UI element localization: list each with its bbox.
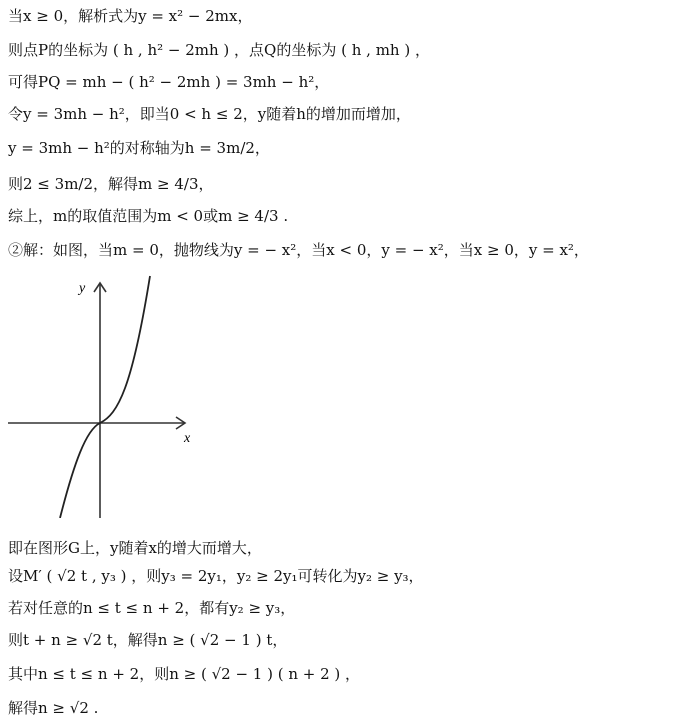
x-axis-label: x [184, 431, 191, 446]
text-line-2: 则点P的坐标为 ( h , h² − 2mh ) ，点Q的坐标为 ( h , mh ) ， [8, 41, 430, 59]
text-line-8: ②解：如图，当m = 0，抛物线为y = − x²，当x < 0，y = − x²，当x ≥ 0，y = x²， [8, 241, 589, 259]
text-line-7: 综上，m的取值范围为m < 0或m ≥ 4/3 . [8, 207, 289, 225]
text-line-4: 令y = 3mh − h²，即当0 < h ≤ 2，y随着h的增加而增加， [8, 105, 411, 123]
function-graph [8, 270, 200, 518]
text-line-9: 即在图形G上，y随着x的增大而增大， [8, 539, 262, 557]
piecewise-curve [60, 276, 150, 518]
text-line-11: 若对任意的n ≤ t ≤ n + 2，都有y₂ ≥ y₃， [8, 599, 296, 617]
text-line-1: 当x ≥ 0，解析式为y = x² − 2mx， [8, 7, 253, 25]
text-line-13: 其中n ≤ t ≤ n + 2，则n ≥ ( √2 − 1 ) ( n + 2 ) ， [8, 665, 361, 683]
text-line-6: 则2 ≤ 3m/2，解得m ≥ 4/3， [8, 175, 214, 193]
text-line-14: 解得n ≥ √2 . [8, 699, 99, 717]
y-axis-label: y [79, 281, 86, 296]
text-line-10: 设M′ ( √2 t , y₃ ) ，则y₃ = 2y₁，y₂ ≥ 2y₁可转化为y₂ ≥ y₃， [8, 567, 424, 585]
text-line-5: y = 3mh − h²的对称轴为h = 3m/2， [8, 139, 270, 157]
text-line-3: 可得PQ = mh − ( h² − 2mh ) = 3mh − h²， [8, 73, 330, 91]
text-line-12: 则t + n ≥ √2 t，解得n ≥ ( √2 − 1 ) t， [8, 631, 288, 649]
